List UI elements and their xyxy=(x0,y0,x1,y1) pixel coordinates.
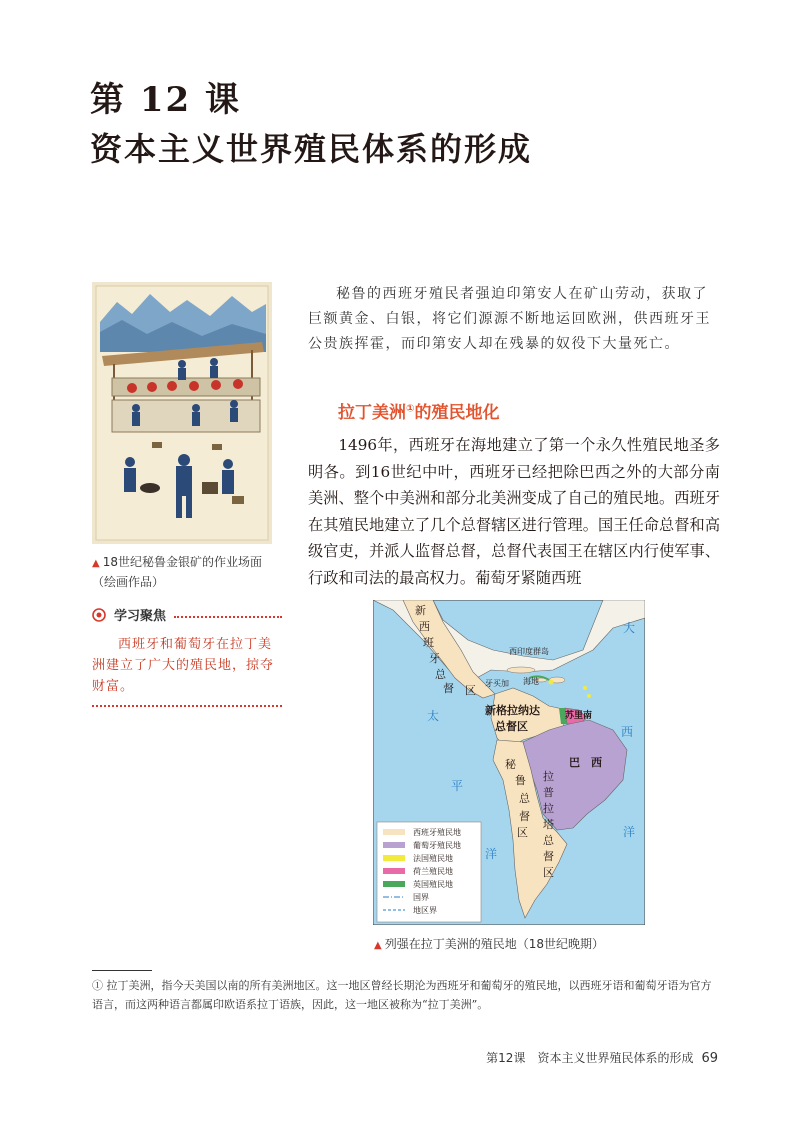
label-laplata-5: 总 xyxy=(543,834,554,847)
learning-focus-text: 西班牙和葡萄牙在拉丁美洲建立了广大的殖民地，掠夺财富。 xyxy=(92,637,275,694)
intro-paragraph: 秘鲁的西班牙殖民者强迫印第安人在矿山劳动，获取了巨额黄金、白银，将它们源源不断地运回欧洲，供西班牙王公贵族挥霍，而印第安人却在残暴的奴役下大量死亡。 xyxy=(308,286,711,352)
label-new-spain-1: 新 xyxy=(415,604,426,617)
label-atlantic-2: 西 xyxy=(621,725,634,739)
label-pacific-1: 太 xyxy=(427,709,440,723)
label-peru-5: 区 xyxy=(517,826,528,839)
dotted-divider xyxy=(92,705,282,707)
footnote: ① 拉丁美洲，指今天美国以南的所有美洲地区。这一地区曾经长期沦为西班牙和葡萄牙的殖民地，以西班牙语和葡萄牙语为官方语言，而这两种语言都属印欧语系拉丁语族，因此，这一地区被称为“拉丁美洲”。 xyxy=(92,979,712,1011)
label-jamaica: 牙买加 xyxy=(485,679,509,688)
lesson-number: 第 12 课 xyxy=(90,80,241,120)
learning-focus-title: 学习聚焦 xyxy=(114,609,167,624)
label-pacific-2: 平 xyxy=(451,779,464,793)
legend-spanish: 西班牙殖民地 xyxy=(413,828,461,837)
label-new-spain-6: 督 xyxy=(443,682,454,695)
label-laplata-4: 塔 xyxy=(543,818,554,831)
label-laplata-7: 区 xyxy=(543,866,554,879)
body-paragraph: 1496年，西班牙在海地建立了第一个永久性殖民地圣多明各。到16世纪中叶，西班牙已经把除巴西之外的大部分南美洲、整个中美洲和部分北美洲变成了自己的殖民地。西班牙在其殖民地建立了几个总督辖区进行管理。国王任命总督和高级官吏，并派人监督总督，总督代表国王在辖区内行使军事、行政和司法的最高权力。葡萄牙紧随西班 xyxy=(308,436,720,587)
footnote-rule xyxy=(92,970,152,971)
label-peru-1: 秘 xyxy=(505,758,516,771)
label-new-spain-3: 班 xyxy=(423,636,434,649)
label-new-spain-2: 西 xyxy=(419,620,430,633)
mining-painting-image xyxy=(92,282,272,544)
label-new-granada: 新格拉纳达 xyxy=(485,704,540,717)
footnote-marker: ① xyxy=(406,403,415,415)
label-new-spain-4: 牙 xyxy=(429,652,440,665)
legend-portuguese: 葡萄牙殖民地 xyxy=(413,841,461,850)
label-new-granada-2: 总督区 xyxy=(495,720,528,733)
label-laplata-6: 督 xyxy=(543,850,554,863)
label-brazil: 巴 西 xyxy=(569,756,602,769)
painting-caption: ▲ 18世纪秘鲁金银矿的作业场面 （绘画作品） xyxy=(92,555,262,589)
label-laplata-1: 拉 xyxy=(543,770,554,783)
map-legend xyxy=(377,822,481,922)
target-icon xyxy=(92,608,106,622)
label-new-spain-5: 总 xyxy=(435,668,446,681)
dotted-divider xyxy=(174,616,282,618)
label-suriname: 苏里南 xyxy=(565,711,593,721)
label-peru-2: 鲁 xyxy=(515,774,526,787)
legend-british: 英国殖民地 xyxy=(413,880,453,889)
lesson-title: 资本主义世界殖民体系的形成 xyxy=(90,130,533,168)
triangle-icon: ▲ xyxy=(92,558,100,569)
learning-focus-box xyxy=(92,605,282,707)
latin-america-colonies-map xyxy=(373,600,645,925)
legend-french: 法国殖民地 xyxy=(413,854,453,863)
legend-regional-border: 地区界 xyxy=(413,906,437,915)
learning-focus-header xyxy=(92,605,282,624)
label-new-spain-7: 区 xyxy=(465,684,476,697)
legend-dutch: 荷兰殖民地 xyxy=(413,867,453,876)
map-caption: ▲ 列强在拉丁美洲的殖民地（18世纪晚期） xyxy=(374,937,604,951)
label-laplata-3: 拉 xyxy=(543,802,554,815)
legend-national-border: 国界 xyxy=(413,893,429,902)
triangle-icon: ▲ xyxy=(374,940,382,951)
label-atlantic-3: 洋 xyxy=(623,825,636,839)
label-haiti: 海地 xyxy=(523,677,539,686)
label-laplata-2: 普 xyxy=(543,786,554,799)
label-peru-4: 督 xyxy=(519,810,530,823)
label-atlantic-1: 大 xyxy=(623,621,636,635)
running-footer xyxy=(486,1049,718,1066)
section-heading: 拉丁美洲①的殖民地化 xyxy=(338,403,500,423)
label-west-indies: 西印度群岛 xyxy=(509,647,549,656)
label-pacific-3: 洋 xyxy=(485,847,498,861)
page-number: 69 xyxy=(701,1051,718,1066)
running-title: 第12课 资本主义世界殖民体系的形成 xyxy=(486,1051,694,1065)
label-peru-3: 总 xyxy=(519,792,530,805)
